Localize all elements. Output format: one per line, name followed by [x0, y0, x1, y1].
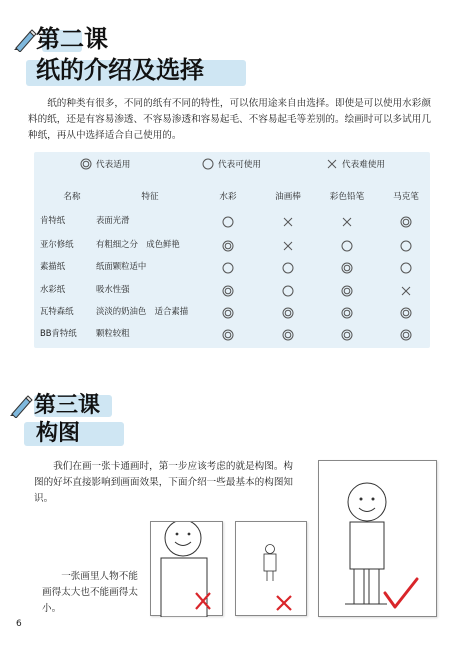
figure-eye: [176, 533, 179, 536]
table-mark-suitable: [282, 326, 294, 338]
table-row-name: 水彩纸: [40, 284, 66, 294]
table-row-name: 素描纸: [40, 261, 66, 271]
circle-icon: [222, 216, 234, 228]
circle-icon: [202, 158, 214, 170]
table-row-feature: 有粗细之分 成色鲜艳: [96, 239, 180, 249]
figure-body: [350, 522, 384, 569]
legend-usable-label: 代表可使用: [218, 160, 261, 170]
double-circle-icon: [282, 329, 294, 341]
table-mark-suitable: [341, 304, 353, 316]
figure-leg: [354, 569, 364, 604]
legend-hard-label: 代表难使用: [342, 160, 385, 170]
table-mark-hard: [341, 213, 353, 225]
composition-caption: 一张画里人物不能画得太大也不能画得太小。: [42, 571, 138, 614]
table-row-name: 瓦特森纸: [40, 306, 74, 316]
cross-icon: [282, 240, 294, 252]
cross-icon: [400, 285, 412, 297]
table-mark-suitable: [341, 326, 353, 338]
table-row-name: 亚尔修纸: [40, 239, 74, 249]
table-mark-suitable: [222, 282, 234, 294]
table-mark-suitable: [400, 304, 412, 316]
red-cross-icon: [277, 596, 291, 610]
table-mark-hard: [282, 237, 294, 249]
figure-eye: [188, 533, 191, 536]
lesson2-heading: [14, 24, 254, 94]
double-circle-icon: [341, 285, 353, 297]
figure-eye: [372, 498, 375, 501]
lesson2-title-line1: 第二课: [36, 25, 108, 53]
legend-hard: [326, 158, 385, 170]
double-circle-icon: [400, 307, 412, 319]
table-mark-hard: [282, 213, 294, 225]
figure-head: [348, 483, 386, 521]
page-number: 6: [16, 619, 22, 629]
table-row-name: 肯特纸: [40, 215, 66, 225]
header-marker: 马克笔: [393, 192, 419, 202]
double-circle-icon: [222, 329, 234, 341]
table-mark-suitable: [341, 259, 353, 271]
composition-example-too-big: [150, 521, 223, 616]
table-row-feature: 颗粒较粗: [96, 328, 130, 338]
table-mark-hard: [400, 282, 412, 294]
double-circle-icon: [222, 307, 234, 319]
circle-icon: [341, 240, 353, 252]
header-feature: 特征: [141, 192, 159, 202]
table-row-name: BB肯特纸: [40, 328, 77, 338]
double-circle-icon: [341, 262, 353, 274]
header-colored-pencil: 彩色铅笔: [329, 192, 365, 202]
figure-eye: [360, 498, 363, 501]
composition-example-correct: [318, 460, 437, 617]
table-mark-usable: [341, 237, 353, 249]
red-check-icon: [385, 579, 417, 607]
table-mark-usable: [282, 259, 294, 271]
figure-leg: [369, 569, 379, 604]
table-mark-usable: [222, 259, 234, 271]
figure-head: [266, 545, 275, 554]
header-oil-pastel: 油画棒: [275, 192, 301, 202]
legend-suitable: [80, 158, 130, 170]
table-row-feature: 淡淡的奶油色 适合素描: [96, 306, 189, 316]
legend-usable: [202, 158, 261, 170]
double-circle-icon: [341, 329, 353, 341]
double-circle-icon: [400, 216, 412, 228]
lesson3-title-line2: 构图: [36, 421, 81, 446]
lesson3-intro-paragraph: 我们在画一张卡通画时，第一步应该考虑的就是构图。构图的好坏直接影响到画面效果，下面介绍一些最基本的构图知识。: [34, 461, 294, 504]
circle-icon: [400, 240, 412, 252]
double-circle-icon: [222, 285, 234, 297]
lesson3-title-line1: 第三课: [34, 393, 101, 418]
header-name: 名称: [63, 192, 81, 202]
paper-comparison-table: [34, 152, 430, 348]
double-circle-icon: [282, 307, 294, 319]
lesson2-intro-paragraph: 纸的种类有很多，不同的纸有不同的特性，可以依用途来自由选择。即使是可以使用水彩颜料的纸，还是有容易渗透、不容易渗透和容易起毛、不容易起毛等差别的。绘画时可以多试用几种纸，再从中选择适合自己使用的。: [28, 98, 431, 141]
table-mark-suitable: [341, 282, 353, 294]
table-mark-usable: [222, 213, 234, 225]
composition-example-too-small: [235, 521, 307, 616]
legend: [34, 158, 430, 176]
circle-icon: [222, 262, 234, 274]
table-row-feature: 纸面颗粒适中: [96, 261, 147, 271]
table-mark-usable: [282, 282, 294, 294]
table-mark-suitable: [400, 213, 412, 225]
header-watercolor: 水彩: [219, 192, 237, 202]
lesson3-heading: [14, 392, 174, 452]
lesson2-title-line2: 纸的介绍及选择: [36, 56, 204, 84]
double-circle-icon: [80, 158, 92, 170]
table-mark-usable: [400, 237, 412, 249]
cross-icon: [282, 216, 294, 228]
cross-icon: [341, 216, 353, 228]
circle-icon: [282, 262, 294, 274]
pencil-icon: [8, 392, 34, 418]
circle-icon: [400, 262, 412, 274]
table-mark-suitable: [400, 326, 412, 338]
pencil-icon: [12, 26, 38, 52]
table-mark-suitable: [222, 304, 234, 316]
double-circle-icon: [341, 307, 353, 319]
figure-body: [264, 554, 276, 571]
table-mark-usable: [400, 259, 412, 271]
cross-icon: [326, 158, 338, 170]
double-circle-icon: [400, 329, 412, 341]
table-mark-suitable: [282, 304, 294, 316]
table-mark-suitable: [222, 237, 234, 249]
table-row-feature: 表面光滑: [96, 215, 130, 225]
legend-suitable-label: 代表适用: [96, 160, 131, 170]
table-row-feature: 吸水性强: [96, 284, 130, 294]
table-mark-suitable: [222, 326, 234, 338]
figure-body: [161, 558, 207, 617]
circle-icon: [282, 285, 294, 297]
figure-head: [165, 522, 201, 556]
double-circle-icon: [222, 240, 234, 252]
